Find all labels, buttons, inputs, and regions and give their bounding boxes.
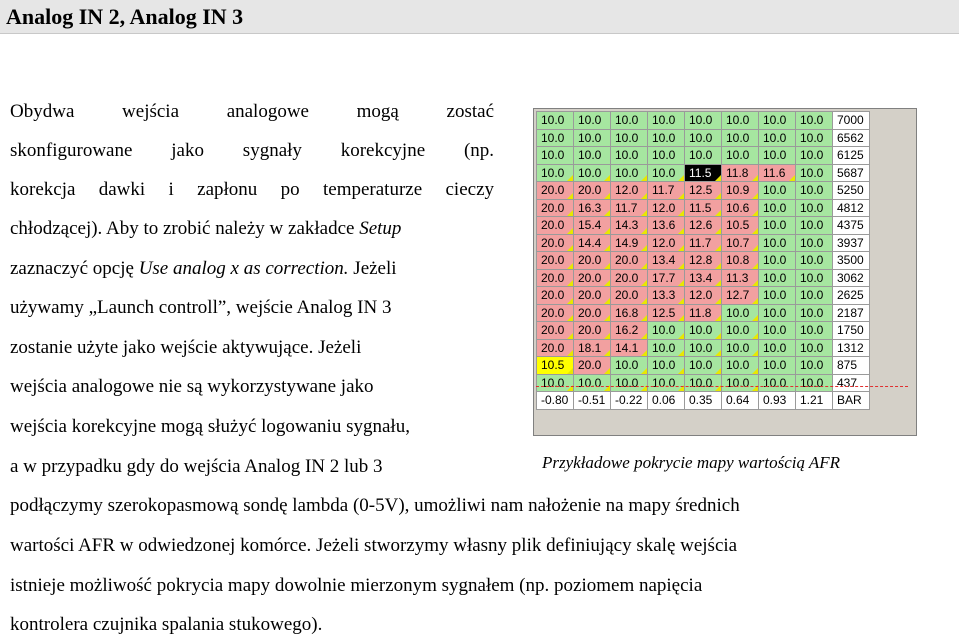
map-cell[interactable]: 10.0 xyxy=(685,357,722,375)
map-cell[interactable]: 13.6 xyxy=(648,217,685,235)
map-cell[interactable]: 10.0 xyxy=(722,357,759,375)
map-cell[interactable]: 10.0 xyxy=(796,129,833,147)
map-cell[interactable]: 20.0 xyxy=(574,269,611,287)
map-row xyxy=(537,304,870,322)
map-cell[interactable]: 10.0 xyxy=(796,252,833,270)
map-cell[interactable]: 10.0 xyxy=(796,182,833,200)
map-cell[interactable]: 10.0 xyxy=(796,322,833,340)
paragraph-line: chłodzącej). Aby to zrobić należy w zakładce Setup xyxy=(10,218,402,239)
map-cell[interactable]: 10.0 xyxy=(759,129,796,147)
map-row xyxy=(537,129,870,147)
bar-label: -0.22 xyxy=(611,392,648,410)
map-cell[interactable]: 10.0 xyxy=(759,252,796,270)
bar-label: -0.51 xyxy=(574,392,611,410)
bar-label: 0.93 xyxy=(759,392,796,410)
map-cell[interactable]: 10.0 xyxy=(796,147,833,165)
map-row xyxy=(537,374,870,392)
rpm-label: 4375 xyxy=(833,217,870,235)
map-cell[interactable]: 11.6 xyxy=(759,164,796,182)
rpm-label: 437 xyxy=(833,374,870,392)
map-cell[interactable]: 20.0 xyxy=(574,322,611,340)
map-cell[interactable]: 10.0 xyxy=(759,269,796,287)
map-cell[interactable]: 11.8 xyxy=(685,304,722,322)
map-cell[interactable]: 12.7 xyxy=(722,287,759,305)
map-cell[interactable]: 10.0 xyxy=(685,339,722,357)
map-cell[interactable]: 20.0 xyxy=(537,287,574,305)
map-cell[interactable]: 20.0 xyxy=(537,182,574,200)
map-row xyxy=(537,234,870,252)
map-cell[interactable]: 10.0 xyxy=(759,147,796,165)
map-cell[interactable]: 10.0 xyxy=(648,322,685,340)
map-cell[interactable]: 13.4 xyxy=(685,269,722,287)
option-reference: Use analog x as correction. xyxy=(138,258,349,279)
map-cell[interactable]: 10.0 xyxy=(759,322,796,340)
paragraph-line: korekcja dawki i zapłonu po temperaturze cieczy xyxy=(10,179,495,200)
map-cell[interactable]: 10.0 xyxy=(611,374,648,392)
map-cell[interactable]: 10.9 xyxy=(722,182,759,200)
map-cell[interactable]: 12.5 xyxy=(685,182,722,200)
map-cell[interactable]: 13.3 xyxy=(648,287,685,305)
map-cell[interactable]: 14.1 xyxy=(611,339,648,357)
map-cell[interactable]: 10.0 xyxy=(648,339,685,357)
map-cell[interactable]: 10.0 xyxy=(796,199,833,217)
afr-map-table xyxy=(536,111,870,410)
map-cell[interactable]: 20.0 xyxy=(574,304,611,322)
map-cell[interactable]: 12.6 xyxy=(685,217,722,235)
map-cell[interactable]: 11.8 xyxy=(722,164,759,182)
map-row xyxy=(537,217,870,235)
map-cell[interactable]: 10.0 xyxy=(611,112,648,130)
map-cell[interactable]: 20.0 xyxy=(611,287,648,305)
map-cell[interactable]: 20.0 xyxy=(537,322,574,340)
map-cell[interactable]: 11.5 xyxy=(685,199,722,217)
rpm-label: 1750 xyxy=(833,322,870,340)
map-cell[interactable]: 10.0 xyxy=(722,112,759,130)
map-cell[interactable]: 10.0 xyxy=(574,129,611,147)
map-cell[interactable]: 20.0 xyxy=(537,217,574,235)
map-cell[interactable]: 13.4 xyxy=(648,252,685,270)
paragraph-line: wejścia korekcyjne mogą służyć logowaniu sygnału, xyxy=(10,416,410,437)
map-cell[interactable]: 10.0 xyxy=(648,164,685,182)
map-cell[interactable]: 10.0 xyxy=(611,147,648,165)
map-cell[interactable]: 10.0 xyxy=(759,217,796,235)
map-row xyxy=(537,199,870,217)
map-cell[interactable]: 10.0 xyxy=(759,339,796,357)
map-cell[interactable]: 16.8 xyxy=(611,304,648,322)
rpm-label: 7000 xyxy=(833,112,870,130)
map-cell[interactable]: 10.0 xyxy=(796,287,833,305)
map-row xyxy=(537,182,870,200)
map-cell[interactable]: 10.0 xyxy=(537,164,574,182)
rpm-label: 2187 xyxy=(833,304,870,322)
map-cell[interactable]: 10.0 xyxy=(796,304,833,322)
map-row xyxy=(537,322,870,340)
map-cell[interactable]: 20.0 xyxy=(537,269,574,287)
map-cell[interactable]: 10.0 xyxy=(537,374,574,392)
map-cell[interactable]: 10.0 xyxy=(759,304,796,322)
map-cell[interactable]: 11.7 xyxy=(685,234,722,252)
map-cell[interactable]: 10.0 xyxy=(759,357,796,375)
map-cell[interactable]: 20.0 xyxy=(574,182,611,200)
map-cell[interactable]: 10.0 xyxy=(685,322,722,340)
rpm-label: 3937 xyxy=(833,234,870,252)
map-cell[interactable]: 14.4 xyxy=(574,234,611,252)
map-cell[interactable]: 10.0 xyxy=(796,374,833,392)
rpm-label: 1312 xyxy=(833,339,870,357)
map-cell[interactable]: 10.0 xyxy=(537,112,574,130)
map-cell[interactable]: 20.0 xyxy=(537,339,574,357)
map-row xyxy=(537,164,870,182)
map-cell[interactable]: 10.0 xyxy=(648,129,685,147)
map-cell[interactable]: 10.0 xyxy=(722,339,759,357)
rpm-label: 875 xyxy=(833,357,870,375)
map-row xyxy=(537,112,870,130)
paragraph-line: wejścia analogowe nie są wykorzystywane jako xyxy=(10,376,374,397)
map-cell[interactable]: 10.0 xyxy=(611,357,648,375)
map-cell[interactable]: 10.6 xyxy=(722,199,759,217)
map-cell[interactable]: 20.0 xyxy=(537,234,574,252)
paragraph-line: istnieje możliwość pokrycia mapy dowolnie mierzonym sygnałem (np. poziomem napięcia xyxy=(10,575,703,596)
map-cell[interactable]: 10.0 xyxy=(796,339,833,357)
map-cell[interactable]: 10.0 xyxy=(648,112,685,130)
map-cell[interactable]: 10.0 xyxy=(759,112,796,130)
map-cell[interactable]: 10.0 xyxy=(759,374,796,392)
map-cell[interactable]: 10.0 xyxy=(685,374,722,392)
map-cell[interactable]: 10.0 xyxy=(685,129,722,147)
map-cell[interactable]: 12.0 xyxy=(648,234,685,252)
map-cell[interactable]: 20.0 xyxy=(574,287,611,305)
map-cell[interactable]: 10.0 xyxy=(574,147,611,165)
map-cell[interactable]: 12.0 xyxy=(611,182,648,200)
rpm-label: 2625 xyxy=(833,287,870,305)
map-cell[interactable]: 10.7 xyxy=(722,234,759,252)
rpm-label: 5687 xyxy=(833,164,870,182)
bar-label: 1.21 xyxy=(796,392,833,410)
paragraph-line: używamy „Launch controll”, wejście Analog IN 3 xyxy=(10,297,392,318)
map-cell[interactable]: 10.0 xyxy=(796,217,833,235)
map-cell[interactable]: 12.0 xyxy=(685,287,722,305)
page-header xyxy=(0,0,959,34)
map-cell[interactable]: 10.0 xyxy=(722,129,759,147)
map-row xyxy=(537,339,870,357)
map-cell[interactable]: 12.5 xyxy=(648,304,685,322)
map-cell[interactable]: 20.0 xyxy=(537,304,574,322)
map-cell[interactable]: 20.0 xyxy=(611,252,648,270)
map-cell[interactable]: 10.0 xyxy=(537,147,574,165)
page-title: Analog IN 2, Analog IN 3 xyxy=(6,4,244,29)
paragraph-line: podłączymy szerokopasmową sondę lambda (0-5V), umożliwi nam nałożenie na mapy średnich xyxy=(10,495,740,516)
paragraph-line: kontrolera czujnika spalania stukowego). xyxy=(10,614,323,635)
map-cell[interactable]: 10.0 xyxy=(759,199,796,217)
paragraph-line: wartości AFR w odwiedzonej komórce. Jeżeli stworzymy własny plik definiujący skalę wejścia xyxy=(10,535,738,556)
map-cell[interactable]: 10.0 xyxy=(648,147,685,165)
map-cell[interactable]: 10.0 xyxy=(574,164,611,182)
map-cell[interactable]: 10.0 xyxy=(759,182,796,200)
setup-tab-reference: Setup xyxy=(359,218,402,239)
map-cell[interactable]: 10.0 xyxy=(759,234,796,252)
map-cell[interactable]: 20.0 xyxy=(574,357,611,375)
map-cell[interactable]: 16.3 xyxy=(574,199,611,217)
paragraph-line: zaznaczyć opcję Use analog x as correction. Jeżeli xyxy=(10,258,397,279)
rpm-label: 6125 xyxy=(833,147,870,165)
map-row xyxy=(537,269,870,287)
map-cell[interactable]: 10.0 xyxy=(722,147,759,165)
bar-axis-row xyxy=(537,392,870,410)
paragraph-line: zostanie użyte jako wejście aktywujące. Jeżeli xyxy=(10,337,362,358)
current-rpm-line xyxy=(536,386,908,387)
map-cell[interactable]: 14.9 xyxy=(611,234,648,252)
map-cell[interactable]: 20.0 xyxy=(611,269,648,287)
map-cell[interactable]: 18.1 xyxy=(574,339,611,357)
rpm-label: 5250 xyxy=(833,182,870,200)
paragraph-line: Obydwa wejścia analogowe mogą zostać xyxy=(10,101,495,122)
map-cell[interactable]: 10.0 xyxy=(574,112,611,130)
paragraph-line: a w przypadku gdy do wejścia Analog IN 2 lub 3 xyxy=(10,456,383,477)
map-cell[interactable]: 11.3 xyxy=(722,269,759,287)
rpm-label: 3500 xyxy=(833,252,870,270)
map-cell[interactable]: 10.0 xyxy=(796,164,833,182)
map-cell[interactable]: 12.8 xyxy=(685,252,722,270)
map-cell[interactable]: 11.7 xyxy=(648,182,685,200)
map-row xyxy=(537,252,870,270)
figure-caption: Przykładowe pokrycie mapy wartością AFR xyxy=(542,453,841,472)
map-row xyxy=(537,147,870,165)
map-cell[interactable]: 10.0 xyxy=(722,304,759,322)
map-cell[interactable]: 20.0 xyxy=(574,252,611,270)
map-cell[interactable]: 17.7 xyxy=(648,269,685,287)
map-cell[interactable]: 12.0 xyxy=(648,199,685,217)
map-cell[interactable]: 14.3 xyxy=(611,217,648,235)
map-cell[interactable]: 10.0 xyxy=(537,129,574,147)
bar-label: -0.80 xyxy=(537,392,574,410)
afr-map-grid xyxy=(533,108,917,436)
map-cell[interactable]: 20.0 xyxy=(537,252,574,270)
map-cell[interactable]: 10.0 xyxy=(722,374,759,392)
map-cell[interactable]: 20.0 xyxy=(537,199,574,217)
bar-label: 0.35 xyxy=(685,392,722,410)
map-row xyxy=(537,287,870,305)
bar-label: 0.06 xyxy=(648,392,685,410)
map-cell[interactable]: 10.8 xyxy=(722,252,759,270)
map-cell[interactable]: 10.0 xyxy=(685,112,722,130)
map-cell[interactable]: 11.5 xyxy=(685,164,722,182)
map-cell[interactable]: 10.0 xyxy=(611,129,648,147)
bar-unit-label: BAR xyxy=(833,392,870,410)
bar-label: 0.64 xyxy=(722,392,759,410)
map-row xyxy=(537,357,870,375)
rpm-label: 3062 xyxy=(833,269,870,287)
paragraph-line: skonfigurowane jako sygnały korekcyjne (np. xyxy=(10,140,495,161)
rpm-label: 4812 xyxy=(833,199,870,217)
map-cell[interactable]: 10.0 xyxy=(796,234,833,252)
map-cell[interactable]: 10.0 xyxy=(685,147,722,165)
map-cell[interactable]: 10.0 xyxy=(796,269,833,287)
map-cell[interactable]: 10.5 xyxy=(537,357,574,375)
map-cell[interactable]: 10.0 xyxy=(574,374,611,392)
map-cell[interactable]: 10.0 xyxy=(796,112,833,130)
map-cell[interactable]: 10.0 xyxy=(648,357,685,375)
map-cell[interactable]: 15.4 xyxy=(574,217,611,235)
map-cell[interactable]: 10.0 xyxy=(796,357,833,375)
map-cell[interactable]: 10.0 xyxy=(648,374,685,392)
map-cell[interactable]: 16.2 xyxy=(611,322,648,340)
map-cell[interactable]: 11.7 xyxy=(611,199,648,217)
map-cell[interactable]: 10.5 xyxy=(722,217,759,235)
map-cell[interactable]: 10.0 xyxy=(611,164,648,182)
map-cell[interactable]: 10.0 xyxy=(759,287,796,305)
rpm-label: 6562 xyxy=(833,129,870,147)
map-cell[interactable]: 10.0 xyxy=(722,322,759,340)
